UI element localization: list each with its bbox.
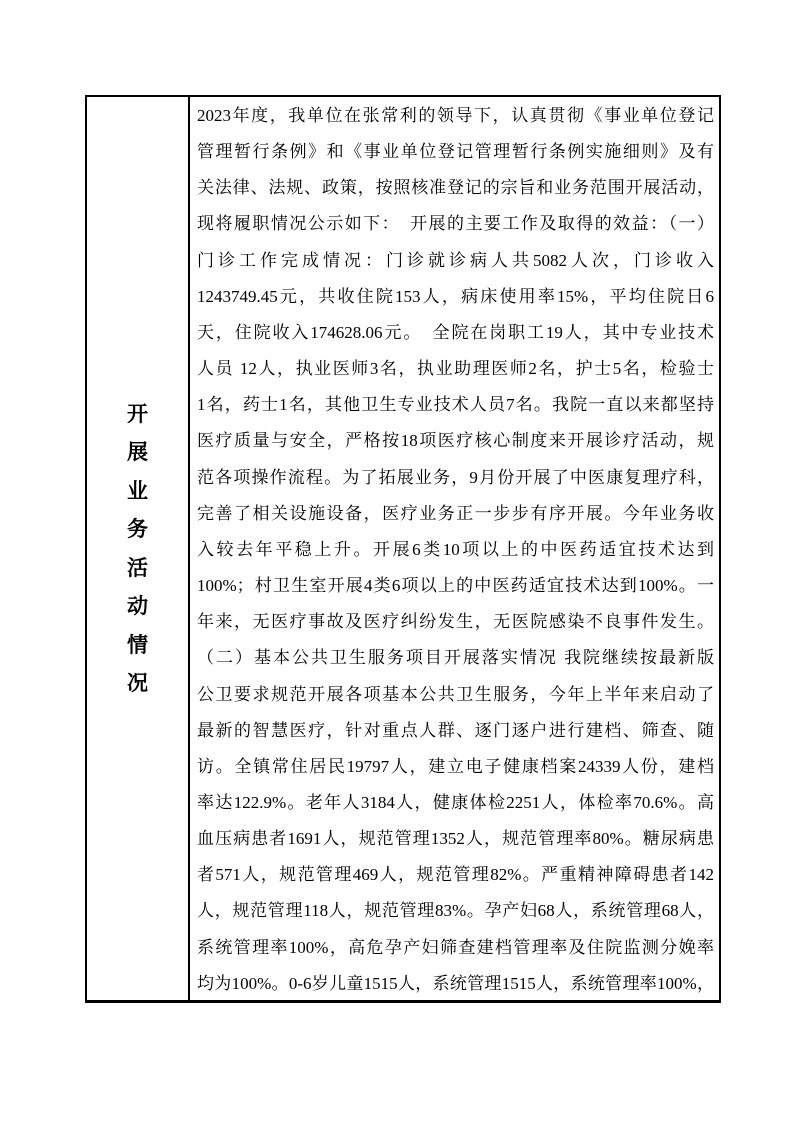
body-text-line: 系统管理率100%，高危孕产妇筛查建档管理率及住院监测分娩率	[197, 937, 714, 957]
row-header-char: 开	[127, 401, 148, 426]
body-text-line: 均为100%。0-6岁儿童1515人，系统管理1515人，系统管理率100%，	[197, 973, 714, 993]
body-text-line: 范各项操作流程。为了拓展业务，9月份开展了中医康复理疗科，	[197, 467, 714, 487]
body-text-line: （二）基本公共卫生服务项目开展落实情况 我院继续按最新版	[197, 648, 714, 668]
row-header-char: 活	[127, 555, 148, 580]
body-text-line: 率达122.9%。老年人3184人，健康体检2251人，体检率70.6%。高	[197, 792, 714, 812]
body-text-line: 1243749.45元，共收住院153人，病床使用率15%，平均住院日6	[197, 286, 714, 306]
row-header-char: 业	[127, 478, 148, 503]
body-text-line: 100%；村卫生室开展4类6项以上的中医药适宜技术达到100%。一	[197, 576, 714, 596]
body-text-line: 人员 12人，执业医师3名，执业助理医师2名，护士5名，检验士	[197, 359, 714, 379]
body-text-line: 完善了相关设施设备，医疗业务正一步步有序开展。今年业务收	[197, 503, 714, 523]
body-text-line: 门诊工作完成情况：门诊就诊病人共5082人次，门诊收入	[197, 250, 714, 270]
body-text-line: 公卫要求规范开展各项基本公共卫生服务，今年上半年来启动了	[197, 684, 714, 704]
row-header-char: 情	[127, 632, 148, 657]
body-text	[197, 97, 714, 1000]
body-text-line: 天，住院收入174628.06元。 全院在岗职工19人，其中专业技术	[197, 322, 714, 342]
body-text-line: 管理暂行条例》和《事业单位登记管理暂行条例实施细则》及有	[197, 142, 714, 162]
row-header-char: 务	[127, 517, 148, 541]
body-text-line: 2023年度，我单位在张常利的领导下，认真贯彻《事业单位登记	[197, 106, 714, 125]
body-text-line: 人，规范管理118人，规范管理83%。孕产妇68人，系统管理68人，	[197, 901, 714, 921]
body-cell	[190, 97, 719, 1000]
body-text-line: 1名，药士1名，其他卫生专业技术人员7名。我院一直以来都坚持	[197, 395, 714, 415]
row-header-char: 展	[127, 440, 148, 464]
row-header-cell	[87, 97, 190, 1000]
body-text-line: 入较去年平稳上升。开展6类10项以上的中医药适宜技术达到	[197, 539, 714, 559]
row-header-char: 况	[127, 671, 148, 695]
body-text-line: 访。全镇常住居民19797人，建立电子健康档案24339人份，建档	[197, 756, 714, 776]
body-text-line: 最新的智慧医疗，针对重点人群、逐门逐户进行建档、筛查、随	[197, 720, 714, 740]
body-text-line: 现将履职情况公示如下： 开展的主要工作及取得的效益：（一）	[197, 214, 714, 234]
body-text-line: 年来，无医疗事故及医疗纠纷发生，无医院感染不良事件发生。	[197, 612, 714, 632]
body-text-line: 血压病患者1691人，规范管理1352人，规范管理率80%。糖尿病患	[197, 829, 714, 849]
body-text-line: 者571人，规范管理469人，规范管理82%。严重精神障碍患者142	[197, 865, 714, 885]
row-header-label	[127, 395, 148, 703]
body-text-line: 关法律、法规、政策，按照核准登记的宗旨和业务范围开展活动，	[197, 178, 714, 198]
report-table	[85, 95, 721, 1003]
row-header-char: 动	[127, 594, 148, 618]
body-text-line: 医疗质量与安全，严格按18项医疗核心制度来开展诊疗活动，规	[197, 431, 714, 451]
